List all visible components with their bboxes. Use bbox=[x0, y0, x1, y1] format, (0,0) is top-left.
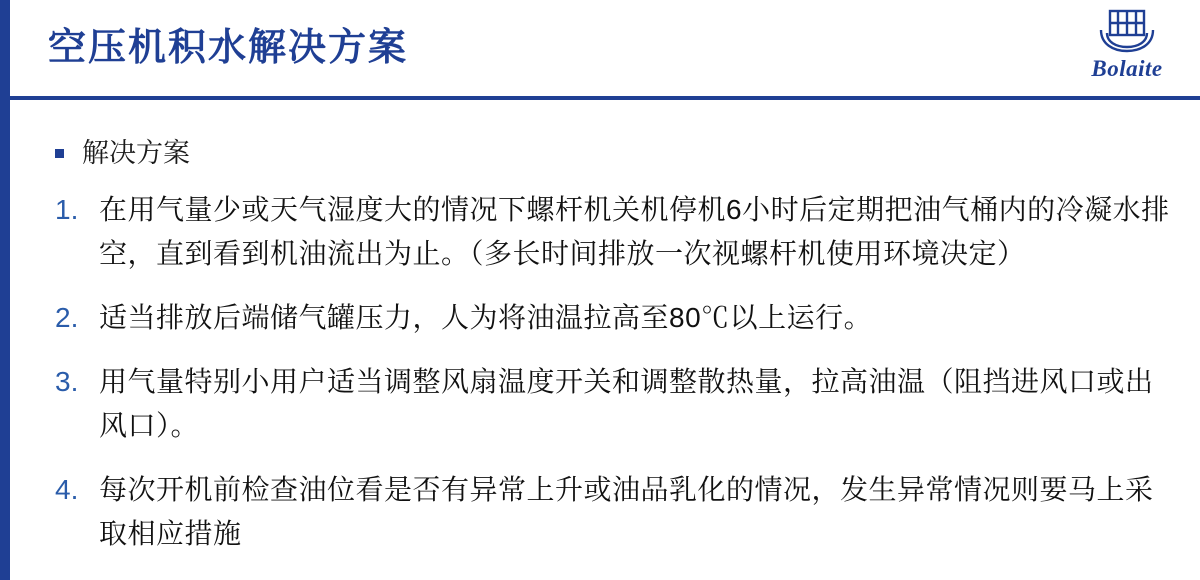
company-logo bbox=[1072, 8, 1182, 92]
list-item-marker: 1. bbox=[55, 194, 79, 225]
left-accent-bar bbox=[0, 0, 10, 580]
list-item-text: 每次开机前检查油位看是否有异常上升或油品乳化的情况，发生异常情况则要马上采取相应措施 bbox=[99, 474, 1154, 549]
header-divider bbox=[10, 96, 1200, 100]
list-item bbox=[55, 188, 1175, 276]
page-title: 空压机积水解决方案 bbox=[48, 27, 409, 69]
square-bullet-icon bbox=[55, 149, 64, 158]
list-item-text: 适当排放后端储气罐压力，人为将油温拉高至80℃以上运行。 bbox=[99, 302, 873, 333]
list-item bbox=[55, 468, 1175, 556]
bolaite-emblem-icon bbox=[1097, 8, 1157, 54]
slide-body bbox=[10, 104, 1200, 580]
list-item-text: 用气量特别小用户适当调整风扇温度开关和调整散热量，拉高油温（阻挡进风口或出风口）。 bbox=[99, 366, 1154, 441]
bullet-item-solution bbox=[55, 136, 190, 170]
list-item-marker: 4. bbox=[55, 474, 79, 505]
list-item-text: 在用气量少或天气湿度大的情况下螺杆机关机停机6小时后定期把油气桶内的冷凝水排空，直到看到机油流出为止。（多长时间排放一次视螺杆机使用环境决定） bbox=[99, 194, 1170, 269]
bullet-item-label: 解决方案 bbox=[82, 138, 190, 168]
list-item-marker: 3. bbox=[55, 366, 79, 397]
list-item bbox=[55, 296, 1175, 340]
list-item-marker: 2. bbox=[55, 302, 79, 333]
logo-wordmark: Bolaite bbox=[1091, 56, 1163, 81]
list-item bbox=[55, 360, 1175, 448]
slide-header bbox=[10, 0, 1200, 98]
numbered-list bbox=[55, 188, 1175, 576]
